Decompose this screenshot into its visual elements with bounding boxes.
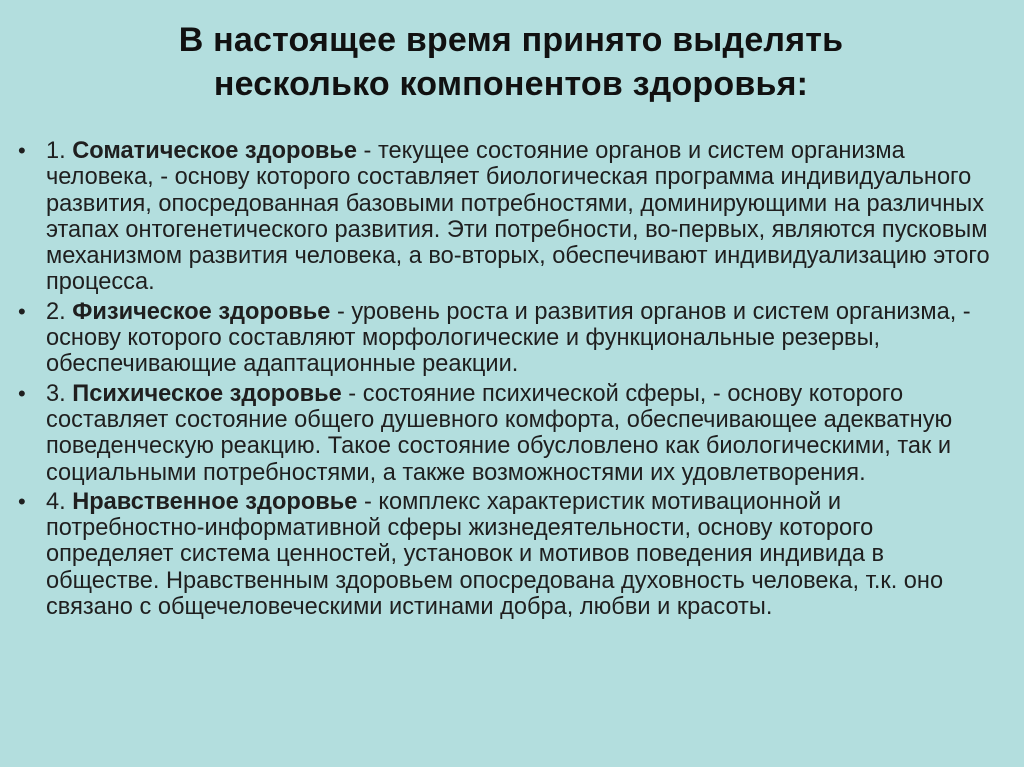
item-term: Соматическое здоровье <box>72 138 357 164</box>
list-item-moral <box>18 489 1004 620</box>
item-number: 2. <box>46 298 73 325</box>
list-item-somatic <box>18 138 1004 296</box>
slide-title <box>18 18 1004 106</box>
item-text: - текущее состояние органов и систем организма человека, - основу которого составляет биологическая программа индивидуального развития, опосредованная базовыми потребностями, доминирующими на различных этапах онтогенетического развития. Эти потребности, во-первых, являются пусковым механизмом развития человека, а во-вторых, обеспечивают индивидуализацию этого процесса. <box>46 138 990 296</box>
item-number: 3. <box>46 380 73 407</box>
item-number: 4. <box>46 488 73 515</box>
item-text: - комплекс характеристик мотивационной и потребностно-информативной сферы жизнедеятельности, основу которого определяет система ценностей, установок и мотивов поведения индивида в обществе. Нравственным здоровьем опосредована духовность человека, т.к. оно связано с общечеловеческими истинами добра, любви и красоты. <box>46 488 944 621</box>
bullet-marker: • <box>18 488 26 514</box>
item-term: Психическое здоровье <box>72 380 342 407</box>
item-number: 1. <box>46 138 73 164</box>
item-term: Физическое здоровье <box>72 298 331 325</box>
bullet-marker: • <box>18 298 26 324</box>
list-item-mental <box>18 381 1004 486</box>
bullet-marker: • <box>18 138 26 163</box>
item-text: - состояние психической сферы, - основу которого составляет состояние общего душевного комфорта, обеспечивающее адекватную поведенческую реакцию. Такое состояние обусловлено как биологическими, так и социальными потребностями, а также возможностями их удовлетворения. <box>46 380 953 486</box>
title-line-1: В настоящее время принято выделять <box>178 21 844 59</box>
component-list <box>18 138 1004 620</box>
bullet-marker: • <box>18 380 26 406</box>
list-item-physical <box>18 299 1004 378</box>
item-text: - уровень роста и развития органов и систем организма, - основу которого составляют морфологические и функциональные резервы, обеспечивающие адаптационные реакции. <box>46 298 971 378</box>
title-line-2: несколько компонентов здоровья: <box>213 65 809 103</box>
item-term: Нравственное здоровье <box>72 488 358 515</box>
